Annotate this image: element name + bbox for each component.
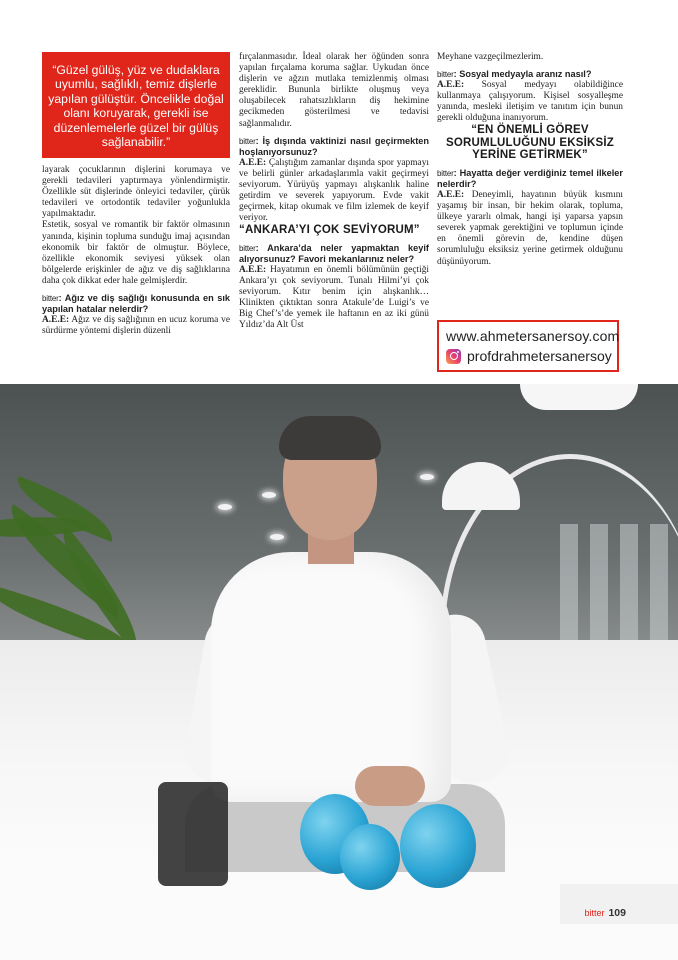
question-text: : İş dışında vaktinizi nasıl geçirmekten hoşlanıyorsunuz? — [239, 135, 429, 157]
question-text: : Ankara’da neler yapmaktan keyif alıyorsunuz? Favori mekanlarınız neler? — [239, 242, 429, 264]
instagram-handle: profdrahmetersanersoy — [467, 348, 612, 364]
answer-text: Hayatımın en önemli bölümünün geçtiği Ankara’yı çok seviyorum. Tunalı Hilmi’yi çok seviyorum. Kıtır benim için alışkanlık… Klinikten çıktıktan sonra Atakule’de Luigi’s ve Big Chef’s’de yemek ile haftanın en az iki günü Yıldız’da Alt Üst — [239, 264, 429, 331]
paragraph: Meyhane vazgeçilmezlerim. — [437, 52, 544, 62]
magazine-brand: bitter — [239, 136, 256, 146]
interview-question — [239, 136, 429, 158]
instagram-icon — [446, 349, 461, 364]
article-column-1 — [42, 165, 230, 337]
answer-label: A.E.E: — [239, 264, 267, 275]
article-column-2 — [239, 52, 429, 331]
page-footer — [584, 907, 626, 919]
pull-quote-box — [42, 52, 230, 158]
answer-label: A.E.E: — [239, 157, 267, 168]
magazine-brand: bitter — [437, 168, 454, 178]
paragraph: fırçalanmasıdır. İdeal olarak her öğünden sonra yapılan fırçalama koruma sağlar. Uykudan önce dişlerin ve ağzın mutlaka temizlenmiş olması gereklidir. Bununla birlikte oluşmuş veya oluşabilecek rahatsızlıkların diş hekimine gecikmeden gösterilmesi ve tedavisi sağlanmalıdır. — [239, 52, 429, 129]
answer-label: A.E.E: — [42, 315, 70, 326]
magazine-brand: bitter — [42, 294, 59, 304]
magazine-brand: bitter — [239, 243, 256, 253]
hair — [279, 416, 381, 460]
article-column-3 — [437, 52, 623, 268]
instagram-row[interactable] — [446, 348, 611, 364]
interview-answer — [437, 80, 623, 124]
magazine-brand: bitter — [437, 70, 454, 80]
blue-glass-vases — [300, 764, 520, 904]
interview-answer — [437, 190, 623, 268]
answer-label: A.E.E: — [437, 80, 465, 91]
glass-jar — [158, 782, 228, 886]
magazine-brand: bitter — [584, 908, 605, 918]
answer-label: A.E.E: — [437, 189, 465, 200]
answer-text: Deneyimli, hayatının büyük kısmını yaşamış bir insan, bir hekim olarak, topluma, ülkeye yararlı olmak, hangi işi yaparsa yapsın severek yapmak gerektiğini ve toplumun içinde en önemli görevin de, kendine düşen sorumluluğu eksiksiz yerine getirmek olduğunu düşünüyorum. — [437, 189, 623, 267]
section-heading: “ANKARA’YI ÇOK SEVİYORUM” — [239, 224, 420, 237]
question-text: : Hayatta değer verdiğiniz temel ilkeler nelerdir? — [437, 167, 623, 189]
interview-question — [42, 293, 230, 315]
ceiling-lamp — [520, 384, 638, 410]
portrait-photo — [0, 384, 678, 960]
interview-answer — [239, 265, 429, 332]
website-link[interactable]: www.ahmetersanersoy.com — [446, 328, 620, 344]
answer-text: Ağız ve diş sağlığının en ucuz koruma ve sürdürme yöntemi dişlerin düzenli — [42, 315, 230, 337]
interview-question — [437, 168, 623, 190]
answer-text: Çalıştığım zamanlar dışında spor yapmayı ve belirli günler arkadaşlarımla vakit geçirmeyi seviyorum. Yürüyüş yapmayı alışkanlık haline getirdim ve severek yapıyorum. Evde vakit geçirmek, kitap okumak ve film izlemek de keyif veriyor. — [239, 157, 429, 224]
contact-box — [437, 320, 619, 372]
answer-text: Sosyal medyayı olabildiğince kullanmaya çalışıyorum. Kişisel sosyalleşme yanında, mesleki iletişim ve tanıtım için bunun gerekli olduğuna inanıyorum. — [437, 80, 623, 124]
pull-quote-text: “Güzel gülüş, yüz ve dudaklara uyumlu, sağlıklı, temiz dişlerle yapılan gülüştür. Öncelikle doğal olanı koruyarak, gerekli ise düzenlemelerle güzel bir gülüş sağlanabilir.” — [48, 63, 224, 150]
paragraph: Estetik, sosyal ve romantik bir faktör olmasının yanında, kişinin topluma sunduğu imaj açısından ekonomik bir faktör de olmuştur. Böylece, özellikle ekonomik seviyesi yüksek olan bölgelerde erişkinler de ağız ve diş sağlıklarına daha çok dikkat eder hale gelmişlerdir. — [42, 220, 230, 286]
section-heading: “EN ÖNEMLİ GÖREV SORUMLULUĞUNU EKSİKSİZ YERİNE GETİRMEK” — [446, 124, 614, 162]
interview-question — [239, 243, 429, 265]
page-number: 109 — [608, 907, 626, 919]
paragraph: layarak çocuklarının dişlerini korumaya ve gerekli tedavileri yaptırmaya yönlendirmiştir. Özellikle süt dişlerinde önleyici tedaviler, çürük tedavileri ve ortodontik tedaviler yoğunlukla yapılmaktadır. — [42, 165, 230, 220]
interview-question — [437, 69, 623, 80]
interview-answer — [42, 315, 230, 337]
question-text: : Ağız ve diş sağlığı konusunda en sık yapılan hatalar nelerdir? — [42, 293, 230, 315]
interview-answer — [239, 158, 429, 225]
question-text: : Sosyal medyayla aranız nasıl? — [453, 69, 592, 80]
